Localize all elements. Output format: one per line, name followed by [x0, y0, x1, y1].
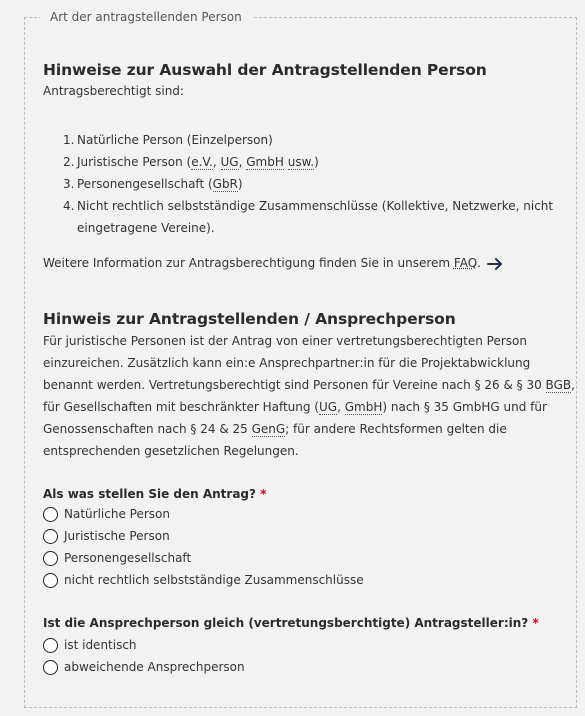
question1-label: Als was stellen Sie den Antrag? *	[43, 487, 267, 501]
abbr-gmbh: GmbH	[246, 155, 284, 169]
abbr-gmbh: GmbH	[344, 400, 383, 414]
abbr-usw: usw.	[287, 155, 315, 169]
radio-button[interactable]	[43, 529, 58, 544]
section1-heading: Hinweise zur Auswahl der Antragstellenden Person	[43, 61, 487, 79]
abbr-bgb: BGB	[545, 378, 572, 392]
radio-button[interactable]	[43, 507, 58, 522]
radio-option-personengesellschaft[interactable]: Personengesellschaft	[43, 547, 191, 569]
abbr-ug: UG	[319, 400, 338, 414]
list-item: 1. Natürliche Person (Einzelperson)	[63, 133, 273, 147]
required-marker: *	[260, 487, 267, 501]
radio-option-abweichend[interactable]: abweichende Ansprechperson	[43, 656, 245, 678]
section2-heading: Hinweis zur Antragstellenden / Ansprechperson	[43, 310, 456, 328]
radio-option-zusammenschluesse[interactable]: nicht rechtlich selbstständige Zusammenschlüsse	[43, 569, 364, 591]
section1-intro: Antragsberechtigt sind:	[43, 84, 184, 98]
fieldset-legend: Art der antragstellenden Person	[40, 8, 252, 26]
radio-button[interactable]	[43, 573, 58, 588]
list-item: 4. Nicht rechtlich selbstständige Zusammenschlüsse (Kollektive, Netzwerke, nicht eingetragene Vereine).	[63, 199, 554, 235]
faq-paragraph: Weitere Information zur Antragsberechtigung finden Sie in unserem FAQ.	[43, 252, 503, 277]
section2-paragraph: Für juristische Personen ist der Antrag von einer vertretungsberechtigten Person einzureichen. Zusätzlich kann ein:e Ansprechpartner:in für die Projektabwicklung benannt werden. Vertretungsberechtigt sind Personen für Vereine nach § 26 & § 30 BGB, für Gesellschaften mit beschränkter Haftung (UG, GmbH) nach § 35 GmbHG und für Genossenschaften nach § 24 & 25 GenG; für andere Rechtsformen gelten die entsprechenden gesetzlichen Regelungen.	[43, 334, 575, 458]
arrow-right-icon[interactable]	[487, 255, 503, 277]
abbr-geng: GenG	[251, 422, 286, 436]
eligibility-list	[43, 129, 553, 239]
radio-option-identisch[interactable]: ist identisch	[43, 634, 137, 656]
radio-option-natuerliche-person[interactable]: Natürliche Person	[43, 503, 170, 525]
radio-option-juristische-person[interactable]: Juristische Person	[43, 525, 170, 547]
question2-label: Ist die Ansprechperson gleich (vertretungsberchtigte) Antragsteller:in? *	[43, 616, 539, 630]
radio-button[interactable]	[43, 638, 58, 653]
abbr-ev: e.V.	[191, 155, 213, 169]
radio-button[interactable]	[43, 660, 58, 675]
faq-link[interactable]: FAQ	[453, 256, 478, 270]
list-item: 2. Juristische Person (e.V., UG, GmbH usw.)	[63, 155, 319, 169]
abbr-ug: UG	[220, 155, 239, 169]
required-marker: *	[532, 616, 539, 630]
radio-button[interactable]	[43, 551, 58, 566]
abbr-gbr: GbR	[212, 177, 238, 191]
list-item: 3. Personengesellschaft (GbR)	[63, 177, 243, 191]
